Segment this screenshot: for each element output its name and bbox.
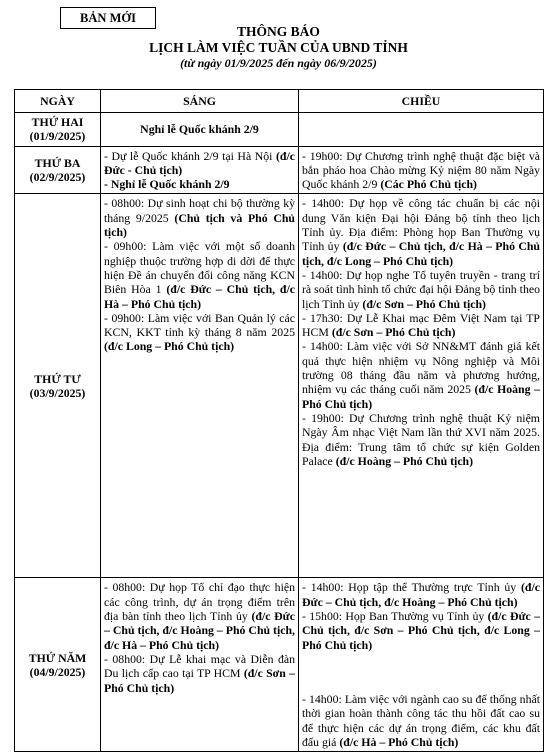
schedule-item [302, 411, 540, 468]
morning-cell [101, 146, 299, 194]
item-text: - 09h00: Làm việc với Ban Quản lý các KCN, KKT tỉnh kỳ tháng 8 năm 2025 [104, 310, 295, 340]
item-text: - 19h00: Dự Chương trình nghệ thuật Kỷ niệm Ngày Âm nhạc Việt Nam lần thứ XVI năm 2025. Địa điểm: Trung tâm tổ chức sự kiện Golden Palace [302, 410, 540, 468]
item-assignee: (đ/c Đức – Chủ tịch, đ/c Hoàng – Phó Chủ tịch) [302, 580, 540, 609]
doc-title: LỊCH LÀM VIỆC TUẦN CỦA UBND TỈNH [149, 40, 408, 55]
day-cell [15, 578, 101, 752]
item-text: - 17h30: Dự Lễ Khai mạc Đêm Việt Nam tại TP HCM [302, 310, 540, 340]
day-cell [15, 113, 101, 147]
item-assignee: - Nghỉ lễ Quốc khánh 2/9 [104, 177, 230, 192]
item-text: - 14h00: Làm việc với Sở NN&MT đánh giá kết quả thực hiện nhiệm vụ Nông nghiệp và Môi trường 08 tháng đầu năm và phương hướng, nhiệm vụ các tháng cuối năm 2025 [302, 339, 540, 397]
schedule-body [15, 113, 544, 752]
day-date: (01/9/2025) [29, 129, 86, 144]
schedule-item [104, 652, 295, 695]
afternoon-cell [299, 146, 544, 194]
day-date: (02/9/2025) [29, 170, 86, 185]
item-text: - 14h00: Làm việc với ngành cao su để thống nhất thời gian hoàn thành công tác thu hồi đất cao su để thực hiện các dự án trọng điểm, các khu đất đấu giá [302, 691, 540, 749]
day-cell [15, 194, 101, 578]
item-assignee: (đ/c Sơn – Phó Chủ tịch) [331, 325, 456, 340]
item-text: - 15h00: Họp Ban Thường vụ Tỉnh ủy [302, 609, 488, 624]
morning-cell [101, 113, 299, 147]
table-row [15, 113, 544, 147]
schedule-table [14, 89, 544, 752]
item-assignee: (đ/c Hoàng – Phó Chủ tịch) [302, 382, 540, 411]
item-text: - 09h00: Làm việc với một số doanh nghiệp thuộc trường hợp di dời để thực hiện Đề án chuyển đổi công năng KCN Biên Hòa 1 [104, 239, 295, 297]
morning-cell [101, 578, 299, 752]
schedule-item [104, 122, 295, 136]
table-header-row [15, 90, 544, 113]
day-name: THỨ NĂM [28, 650, 87, 665]
item-assignee: (đ/c Đức – Chủ tịch, đ/c Hoàng – Phó Chủ tịch, đ/c Hà – Phó Chủ tịch) [104, 609, 295, 652]
morning-cell [101, 194, 299, 578]
item-assignee: (đ/c Hà – Phó Chủ tịch) [339, 734, 459, 749]
day-name: THỨ TƯ [34, 371, 81, 386]
item-assignee: (đ/c Đức – Chủ tịch, đ/c Sơn – Phó Chủ tịch, đ/c Long – Phó Chủ tịch) [302, 609, 540, 652]
schedule-item [302, 692, 540, 749]
schedule-item [302, 268, 540, 311]
schedule-item [302, 339, 540, 410]
schedule-item [302, 580, 540, 609]
table-row [15, 146, 544, 194]
item-assignee: (đ/c Sơn – Phó Chủ tịch) [362, 296, 486, 311]
col-header-afternoon: CHIỀU [299, 90, 544, 113]
item-assignee: (đ/c Đức – Chủ tịch, đ/c Hà – Phó Chủ tịch, đ/c Long – Phó Chủ tịch) [302, 239, 540, 268]
day-date: (04/9/2025) [29, 664, 86, 679]
doc-type-title: THÔNG BÁO [237, 24, 320, 39]
item-text: - 19h00: Dự Chương trình nghệ thuật đặc biệt và bắn pháo hoa Chào mừng Kỷ niệm 80 năm Ngày Quốc khánh 2/9 [302, 148, 540, 192]
item-text: - 08h00: Dự Lễ khai mạc và Diễn đàn Du lịch cấp cao tại TP HCM [104, 651, 295, 681]
col-header-morning: SÁNG [101, 90, 299, 113]
item-assignee: (Các Phó Chủ tịch) [380, 177, 477, 192]
day-cell [15, 146, 101, 194]
schedule-item [104, 177, 295, 191]
schedule-item [302, 609, 540, 652]
item-text: - 08h00: Dự sinh hoạt chi bộ thường kỳ tháng 9/2025 [104, 196, 295, 225]
day-name: THỨ HAI [31, 115, 84, 129]
schedule-item [104, 149, 295, 178]
table-row [15, 194, 544, 578]
schedule-item [302, 149, 540, 192]
afternoon-cell [299, 578, 544, 752]
item-assignee: Nghỉ lễ Quốc khánh 2/9 [140, 122, 259, 137]
item-assignee: (Chủ tịch và Phó Chủ tịch) [104, 210, 295, 240]
item-assignee: (đ/c Đức - Chủ tịch) [104, 148, 295, 177]
new-version-stamp: BẢN MỚI [60, 7, 156, 29]
schedule-item [302, 311, 540, 340]
afternoon-cell [299, 194, 544, 578]
col-header-day: NGÀY [15, 90, 101, 113]
spacer [302, 652, 540, 692]
item-text: - 14h00: Dự họp nghe Tổ tuyên truyền - trang trí rà soát tình hình tổ chức đại hội Đảng bộ tỉnh theo lịch Tỉnh ủy [302, 267, 540, 311]
schedule-item [104, 311, 295, 354]
item-assignee: (đ/c Hoàng – Phó Chủ tịch) [335, 453, 474, 468]
schedule-item [302, 196, 540, 267]
item-text: - Dự lễ Quốc khánh 2/9 tại Hà Nội [104, 148, 276, 163]
date-range: (từ ngày 01/9/2025 đến ngày 06/9/2025) [180, 56, 377, 70]
schedule-item [104, 580, 295, 651]
schedule-item [104, 239, 295, 310]
item-text: - 08h00: Dự họp Tổ chỉ đạo thực hiện các công trình, dự án trọng điểm trên địa bàn tỉnh theo lịch Tỉnh ủy [104, 580, 295, 624]
item-assignee: (đ/c Sơn – Phó Chủ tịch) [104, 666, 295, 695]
table-row [15, 578, 544, 752]
day-name: THỨ BA [34, 155, 81, 170]
afternoon-cell [299, 113, 544, 147]
item-text: - 14h00: Dự họp về công tác chuẩn bị các nội dung Văn kiện Đại hội Đảng bộ tỉnh theo lịch Tỉnh ủy. Địa điểm: Phòng họp Ban Thường vụ Tỉnh ủy [302, 196, 540, 254]
day-date: (03/9/2025) [29, 385, 86, 400]
item-assignee: (đ/c Long – Phó Chủ tịch) [104, 339, 235, 354]
item-assignee: (đ/c Đức – Chủ tịch, đ/c Hà – Phó Chủ tịch) [104, 282, 295, 311]
schedule-item [104, 196, 295, 239]
item-text: - 14h00: Họp tập thể Thường trực Tỉnh ủy [302, 580, 521, 595]
